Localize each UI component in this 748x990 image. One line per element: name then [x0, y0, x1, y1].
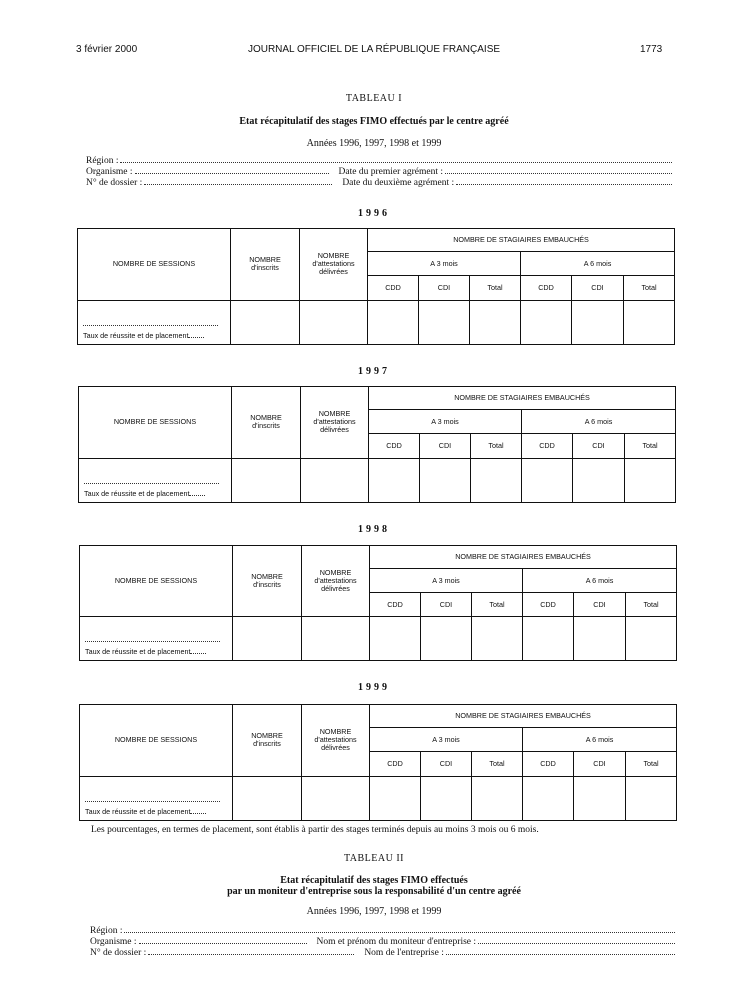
- a3mois-header: A 3 mois: [368, 252, 521, 276]
- data-cell: [573, 458, 625, 502]
- attestations-header-line-3: délivrées: [321, 743, 350, 753]
- taux-value-line: [190, 813, 206, 814]
- data-cell: [370, 776, 421, 820]
- stats-table-1997: [78, 386, 676, 503]
- tableau-1-fields: [86, 156, 674, 189]
- attestations-header-line-1: NOMBRE: [319, 568, 352, 577]
- cdd-6mois-header: CDD: [523, 752, 574, 776]
- dossier-label: N° de dossier :: [86, 178, 143, 188]
- sessions-header: NOMBRE DE SESSIONS: [80, 546, 233, 617]
- organisme-row: [90, 937, 677, 948]
- data-cell: [522, 458, 573, 502]
- taux-label: Taux de réussite et de placement: [85, 647, 191, 656]
- a3mois-header: A 3 mois: [370, 569, 523, 593]
- data-cell: [471, 458, 522, 502]
- total-6mois-header: Total: [626, 593, 677, 617]
- cdi-3mois-header: CDI: [419, 276, 470, 300]
- embauches-header: NOMBRE DE STAGIAIRES EMBAUCHÉS: [368, 229, 675, 252]
- data-cell: [369, 458, 420, 502]
- embauches-header: NOMBRE DE STAGIAIRES EMBAUCHÉS: [370, 705, 677, 728]
- cdi-3mois-header: CDI: [421, 752, 472, 776]
- entreprise-dotted-line: [446, 948, 675, 955]
- stats-table-1996: [77, 228, 675, 345]
- header-page-number: 1773: [640, 44, 663, 55]
- a6mois-header: A 6 mois: [523, 728, 677, 752]
- data-cell: [420, 458, 471, 502]
- tableau-2-years: Années 1996, 1997, 1998 et 1999: [306, 906, 442, 917]
- dossier-row: [90, 948, 677, 959]
- cdi-6mois-header: CDI: [574, 593, 626, 617]
- data-cell: [302, 776, 370, 820]
- data-cell: [626, 617, 677, 661]
- sessions-header: NOMBRE DE SESSIONS: [80, 705, 233, 777]
- stats-table-1998: [79, 545, 677, 661]
- cdd-3mois-header: CDD: [370, 752, 421, 776]
- cdd-6mois-header: CDD: [521, 276, 572, 300]
- year-1999-label: 1999: [358, 682, 390, 693]
- data-cell: [368, 300, 419, 344]
- cdd-3mois-header: CDD: [370, 593, 421, 617]
- taux-value-line: [189, 495, 205, 496]
- attestations-header-line-2: d'attestations: [312, 259, 355, 269]
- header-journal: JOURNAL OFFICIEL DE LA RÉPUBLIQUE FRANÇAISE: [247, 44, 501, 55]
- attestations-header: [300, 229, 368, 301]
- taux-label: Taux de réussite et de placement: [84, 489, 190, 498]
- stats-table-1999: [79, 704, 677, 821]
- data-cell: [300, 300, 368, 344]
- total-6mois-header: Total: [625, 434, 676, 458]
- taux-value-line: [188, 337, 204, 338]
- data-cell: [419, 300, 470, 344]
- data-cell: [232, 458, 301, 502]
- tableau-2-label: TABLEAU II: [343, 853, 405, 864]
- total-3mois-header: Total: [472, 752, 523, 776]
- cdd-3mois-header: CDD: [368, 276, 419, 300]
- header-date: 3 février 2000: [76, 44, 138, 55]
- date-deuxieme-dotted-line: [456, 178, 672, 185]
- attestations-header: [302, 705, 370, 777]
- data-cell: [472, 776, 523, 820]
- date-premier-label: Date du premier agrément :: [338, 167, 443, 177]
- attestations-header-line-2: d'attestations: [314, 735, 357, 745]
- data-cell: [572, 300, 624, 344]
- year-1996-label: 1996: [358, 208, 390, 219]
- data-cell: [421, 617, 472, 661]
- total-3mois-header: Total: [471, 434, 522, 458]
- attestations-header-line-3: délivrées: [321, 584, 350, 593]
- region-field: [90, 926, 677, 937]
- cdd-6mois-header: CDD: [522, 434, 573, 458]
- region-label: Région :: [86, 156, 119, 166]
- taux-dotted-line: [85, 801, 220, 802]
- attestations-header-line-2: d'attestations: [314, 576, 357, 585]
- sessions-header: NOMBRE DE SESSIONS: [78, 229, 231, 301]
- data-cell: [302, 617, 370, 661]
- data-cell: [421, 776, 472, 820]
- date-premier-dotted-line: [445, 167, 672, 174]
- inscrits-header-line-1: NOMBRE: [250, 413, 282, 423]
- taux-dotted-line: [83, 325, 218, 326]
- inscrits-header: [233, 546, 302, 617]
- inscrits-header: [232, 387, 301, 459]
- taux-cell: [78, 300, 231, 344]
- taux-dotted-line: [85, 641, 220, 642]
- inscrits-header-line-1: NOMBRE: [251, 572, 283, 581]
- tableau-2-subtitle-line-1: Etat récapitulatif des stages FIMO effectués: [280, 875, 468, 886]
- a6mois-header: A 6 mois: [522, 410, 676, 434]
- year-1998-label: 1998: [358, 524, 390, 535]
- attestations-header: [302, 546, 370, 617]
- tableau-1-label: TABLEAU I: [345, 93, 403, 104]
- attestations-header-line-1: NOMBRE: [319, 727, 352, 737]
- tableau-1-years: Années 1996, 1997, 1998 et 1999: [306, 138, 442, 149]
- inscrits-header: [231, 229, 300, 301]
- taux-cell: [79, 458, 232, 502]
- region-label: Région :: [90, 926, 123, 936]
- data-cell: [626, 776, 677, 820]
- data-cell: [521, 300, 572, 344]
- inscrits-header-line-2: d'inscrits: [251, 263, 279, 273]
- data-cell: [301, 458, 369, 502]
- attestations-header-line-1: NOMBRE: [318, 409, 351, 419]
- a6mois-header: A 6 mois: [521, 252, 675, 276]
- taux-value-line: [190, 653, 206, 654]
- data-cell: [472, 617, 523, 661]
- sessions-header: NOMBRE DE SESSIONS: [79, 387, 232, 459]
- year-1997-label: 1997: [358, 366, 390, 377]
- organisme-label: Organisme :: [90, 937, 137, 947]
- dossier-row: [86, 178, 674, 189]
- entreprise-label: Nom de l'entreprise :: [364, 948, 444, 958]
- embauches-header: NOMBRE DE STAGIAIRES EMBAUCHÉS: [370, 546, 677, 569]
- attestations-header-line-1: NOMBRE: [317, 251, 350, 261]
- organisme-dotted-line: [135, 167, 329, 174]
- taux-cell: [80, 776, 233, 820]
- cdi-6mois-header: CDI: [573, 434, 625, 458]
- a6mois-header: A 6 mois: [523, 569, 677, 593]
- data-cell: [231, 300, 300, 344]
- cdi-6mois-header: CDI: [574, 752, 626, 776]
- region-field: [86, 156, 674, 167]
- dossier-dotted-line: [144, 178, 332, 185]
- taux-label: Taux de réussite et de placement: [85, 807, 191, 816]
- dossier-dotted-line: [148, 948, 354, 955]
- data-cell: [523, 617, 574, 661]
- cdd-3mois-header: CDD: [369, 434, 420, 458]
- data-cell: [370, 617, 421, 661]
- inscrits-header-line-2: d'inscrits: [253, 580, 281, 589]
- region-dotted-line: [120, 156, 672, 163]
- attestations-header-line-3: délivrées: [319, 267, 348, 277]
- inscrits-header-line-2: d'inscrits: [252, 421, 280, 431]
- data-cell: [523, 776, 574, 820]
- inscrits-header-line-2: d'inscrits: [253, 739, 281, 749]
- organisme-dotted-line: [139, 937, 307, 944]
- total-6mois-header: Total: [624, 276, 675, 300]
- organisme-label: Organisme :: [86, 167, 133, 177]
- moniteur-label: Nom et prénom du moniteur d'entreprise :: [316, 937, 477, 947]
- region-dotted-line: [124, 926, 675, 933]
- cdi-3mois-header: CDI: [420, 434, 471, 458]
- tableau-2-fields: [90, 926, 677, 959]
- organisme-row: [86, 167, 674, 178]
- inscrits-header-line-1: NOMBRE: [249, 255, 281, 265]
- attestations-header-line-3: délivrées: [320, 425, 349, 435]
- taux-cell: [80, 617, 233, 661]
- taux-label: Taux de réussite et de placement: [83, 331, 189, 340]
- date-deuxieme-label: Date du deuxième agrément :: [342, 178, 455, 188]
- total-3mois-header: Total: [470, 276, 521, 300]
- placement-note: Les pourcentages, en termes de placement, sont établis à partir des stages terminés depuis au moins 3 mois ou 6 mois.: [91, 825, 539, 835]
- inscrits-header-line-1: NOMBRE: [251, 731, 283, 741]
- data-cell: [625, 458, 676, 502]
- dossier-label: N° de dossier :: [90, 948, 147, 958]
- a3mois-header: A 3 mois: [369, 410, 522, 434]
- inscrits-header: [233, 705, 302, 777]
- data-cell: [233, 776, 302, 820]
- data-cell: [574, 617, 626, 661]
- tableau-2-subtitle-line-2: par un moniteur d'entreprise sous la responsabilité d'un centre agréé: [227, 886, 521, 897]
- data-cell: [574, 776, 626, 820]
- embauches-header: NOMBRE DE STAGIAIRES EMBAUCHÉS: [369, 387, 676, 410]
- tableau-1-subtitle: Etat récapitulatif des stages FIMO effectués par le centre agréé: [239, 116, 509, 127]
- taux-dotted-line: [84, 483, 219, 484]
- total-3mois-header: Total: [472, 593, 523, 617]
- data-cell: [470, 300, 521, 344]
- a3mois-header: A 3 mois: [370, 728, 523, 752]
- data-cell: [624, 300, 675, 344]
- moniteur-dotted-line: [478, 937, 675, 944]
- data-cell: [233, 617, 302, 661]
- cdi-3mois-header: CDI: [421, 593, 472, 617]
- attestations-header: [301, 387, 369, 459]
- total-6mois-header: Total: [626, 752, 677, 776]
- cdi-6mois-header: CDI: [572, 276, 624, 300]
- attestations-header-line-2: d'attestations: [313, 417, 356, 427]
- cdd-6mois-header: CDD: [523, 593, 574, 617]
